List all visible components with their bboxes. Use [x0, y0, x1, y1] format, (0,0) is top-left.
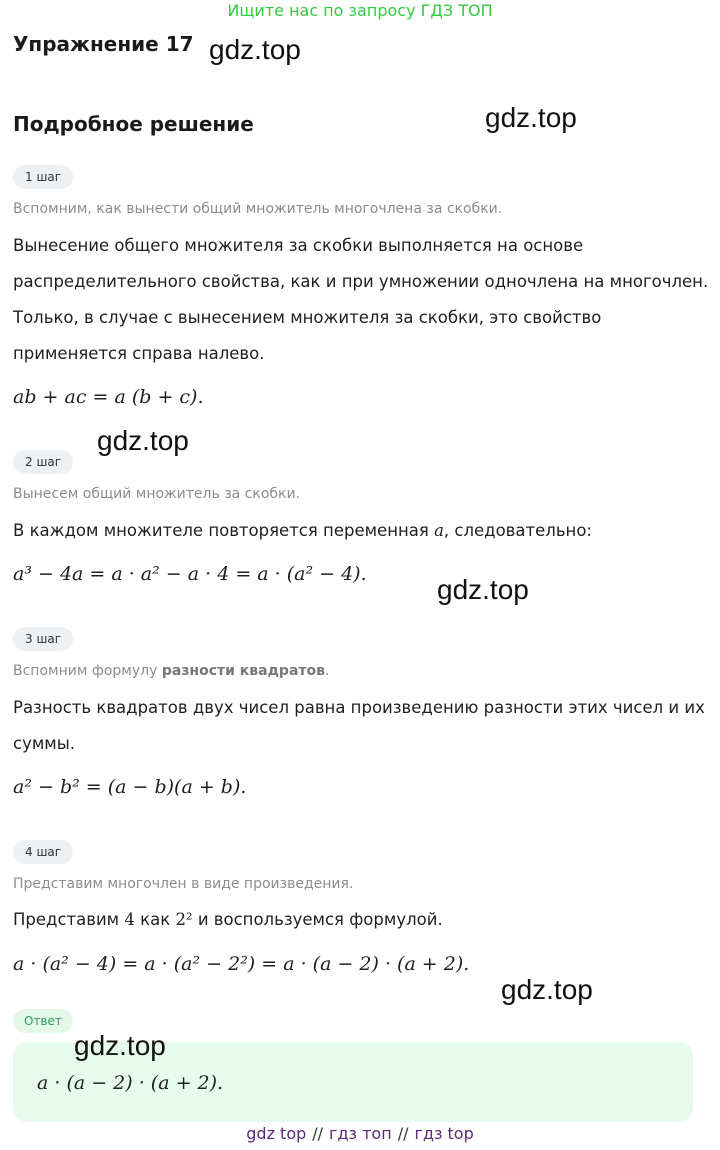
step-1-line-2: распределительного свойства, как и при умножении одночлена на многочлен. — [13, 272, 709, 291]
step-2-text-before: В каждом множителе повторяется переменная — [13, 521, 429, 540]
step-2-formula: a³ − 4a = a · a² − a · 4 = a · (a² − 4). — [13, 563, 367, 585]
step-3-line-2: суммы. — [13, 734, 76, 753]
step-badge-3: 3 шаг — [13, 627, 73, 651]
step-3-hint — [13, 663, 329, 679]
step-2-line — [13, 521, 592, 540]
exercise-title: Упражнение 17 — [13, 32, 194, 56]
watermark: gdz.top — [74, 1030, 166, 1061]
step-1-line-4: применяется справа налево. — [13, 344, 265, 363]
step-badge-2: 2 шаг — [13, 450, 73, 474]
step-2-hint: Вынесем общий множитель за скобки. — [13, 486, 301, 502]
watermark: gdz.top — [501, 974, 593, 1005]
step-badge-1: 1 шаг — [13, 165, 73, 189]
step-4-hint: Представим многочлен в виде произведения. — [13, 876, 354, 892]
step-4-power: 2² — [175, 910, 193, 929]
step-4-text-b: как — [140, 910, 171, 929]
step-3-hint-text: Вспомним формулу — [13, 663, 162, 679]
watermark: gdz.top — [209, 34, 301, 65]
footer-separator: // — [312, 1124, 324, 1143]
step-3-hint-term: разности квадратов — [161, 663, 325, 679]
step-2-text-after: , следовательно: — [443, 521, 592, 540]
step-1-hint: Вспомним, как вынести общий множитель многочлена за скобки. — [13, 201, 503, 217]
step-4-formula: a · (a² − 4) = a · (a² − 2²) = a · (a − 2) · (a + 2). — [13, 953, 470, 975]
watermark: gdz.top — [485, 102, 577, 133]
footer-link-2[interactable]: гдз топ — [329, 1124, 392, 1143]
watermark: gdz.top — [97, 425, 189, 456]
step-2-variable: a — [434, 521, 444, 540]
footer-links — [0, 1124, 720, 1143]
step-1-formula: ab + ac = a (b + c). — [13, 386, 204, 408]
footer-link-3[interactable]: гдз top — [414, 1124, 474, 1143]
step-3-formula: a² − b² = (a − b)(a + b). — [13, 776, 247, 798]
step-4-text-a: Представим — [13, 910, 120, 929]
answer-formula: a · (a − 2) · (a + 2). — [37, 1072, 224, 1094]
step-badge-4: 4 шаг — [13, 840, 73, 864]
step-4-number: 4 — [124, 910, 135, 929]
step-4-line — [13, 910, 443, 929]
step-3-line-1: Разность квадратов двух чисел равна произведению разности этих чисел и их — [13, 698, 705, 717]
footer-link-1[interactable]: gdz top — [246, 1124, 307, 1143]
answer-badge: Ответ — [13, 1009, 73, 1033]
step-3-hint-end: . — [324, 663, 330, 679]
section-title: Подробное решение — [13, 112, 254, 136]
step-4-text-c: и воспользуемся формулой. — [197, 910, 443, 929]
step-1-line-1: Вынесение общего множителя за скобки выполняется на основе — [13, 236, 584, 255]
promo-banner: Ищите нас по запросу ГДЗ ТОП — [227, 1, 493, 20]
watermark: gdz.top — [437, 574, 529, 605]
footer-separator: // — [397, 1124, 409, 1143]
step-1-line-3: Только, в случае с вынесением множителя за скобки, это свойство — [13, 308, 602, 327]
